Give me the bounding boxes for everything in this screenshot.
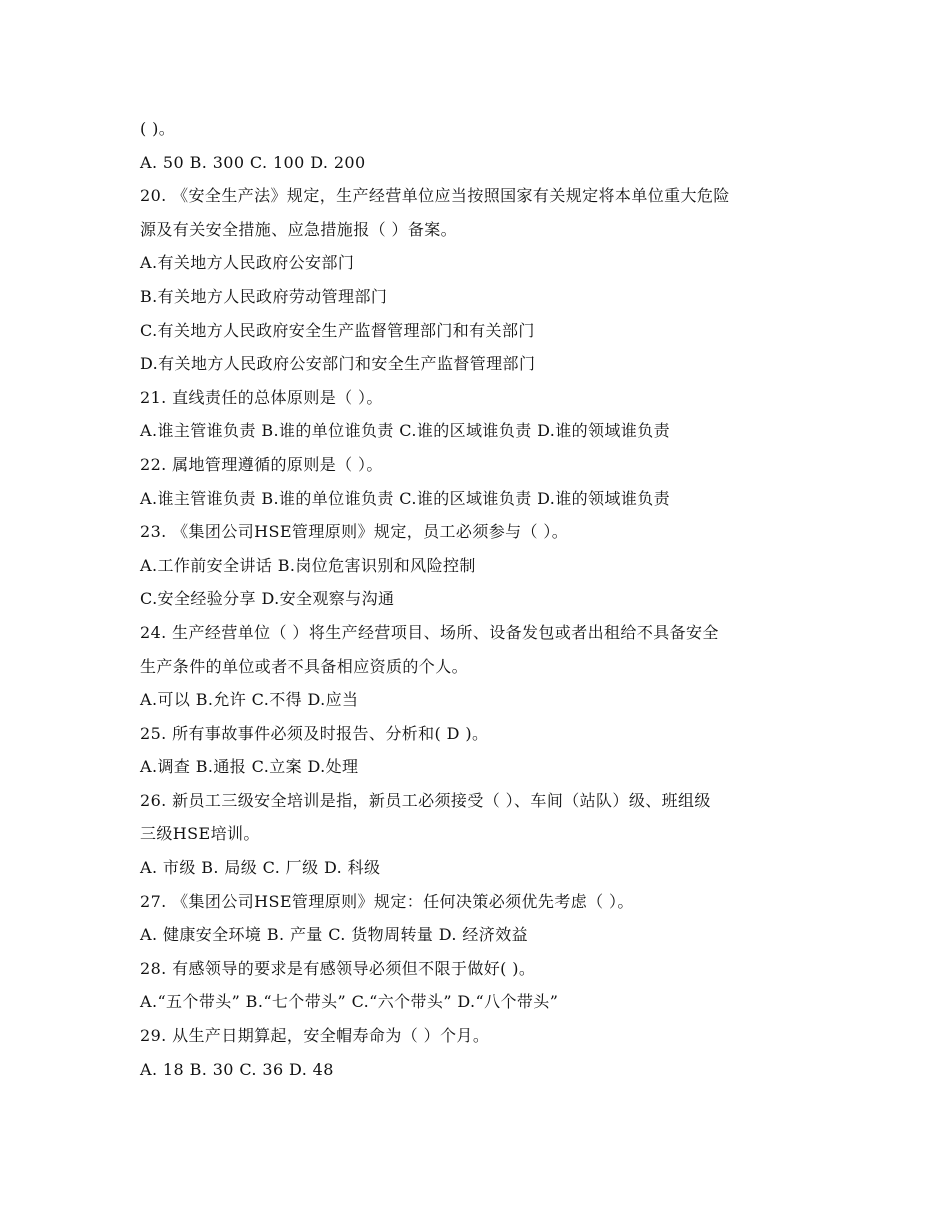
question-25: 25. 所有事故事件必须及时报告、分析和( D )。 [140, 723, 489, 743]
question-22: 22. 属地管理遵循的原则是（ ）。 [140, 454, 383, 474]
option-line: A. 健康安全环境 B. 产量 C. 货物周转量 D. 经济效益 [140, 925, 528, 945]
text-line: 源及有关安全措施、应急措施报（ ）备案。 [140, 219, 458, 239]
option-line: A.谁主管谁负责 B.谁的单位谁负责 C.谁的区域谁负责 D.谁的领域谁负责 [140, 421, 671, 441]
option-line: A.工作前安全讲话 B.岗位危害识别和风险控制 [140, 555, 476, 575]
option-line: D.有关地方人民政府公安部门和安全生产监督管理部门 [140, 354, 536, 374]
question-29: 29. 从生产日期算起，安全帽寿命为（ ）个月。 [140, 1026, 490, 1046]
option-line: A.可以 B.允许 C.不得 D.应当 [140, 690, 359, 710]
option-line: A.有关地方人民政府公安部门 [140, 253, 355, 273]
option-line: B.有关地方人民政府劳动管理部门 [140, 286, 388, 306]
question-28: 28. 有感领导的要求是有感领导必须但不限于做好( )。 [140, 958, 536, 978]
text-line: 三级HSE培训。 [140, 824, 260, 844]
question-20: 20. 《安全生产法》规定，生产经营单位应当按照国家有关规定将本单位重大危险 [140, 186, 730, 206]
option-line: C.有关地方人民政府安全生产监督管理部门和有关部门 [140, 320, 535, 340]
question-26: 26. 新员工三级安全培训是指，新员工必须接受（ ）、车间（站队）级、班组级 [140, 790, 711, 810]
question-list [140, 112, 820, 1086]
text-line: 生产条件的单位或者不具备相应资质的个人。 [140, 656, 469, 676]
option-line: A.谁主管谁负责 B.谁的单位谁负责 C.谁的区域谁负责 D.谁的领域谁负责 [140, 488, 671, 508]
question-23: 23. 《集团公司HSE管理原则》规定，员工必须参与（ ）。 [140, 522, 569, 542]
question-21: 21. 直线责任的总体原则是（ ）。 [140, 387, 383, 407]
option-line: A.“五个带头” B.“七个带头” C.“六个带头” D.“八个带头” [140, 992, 559, 1012]
text-line: ( )。 [140, 119, 176, 138]
text-line: A. 50 B. 300 C. 100 D. 200 [140, 152, 366, 172]
option-line: A. 18 B. 30 C. 36 D. 48 [140, 1059, 334, 1079]
option-line: A. 市级 B. 局级 C. 厂级 D. 科级 [140, 858, 381, 878]
question-24: 24. 生产经营单位（ ）将生产经营项目、场所、设备发包或者出租给不具备安全 [140, 622, 719, 642]
question-27: 27. 《集团公司HSE管理原则》规定：任何决策必须优先考虑（ ）。 [140, 891, 634, 911]
option-line: A.调查 B.通报 C.立案 D.处理 [140, 757, 359, 777]
option-line: C.安全经验分享 D.安全观察与沟通 [140, 589, 395, 609]
